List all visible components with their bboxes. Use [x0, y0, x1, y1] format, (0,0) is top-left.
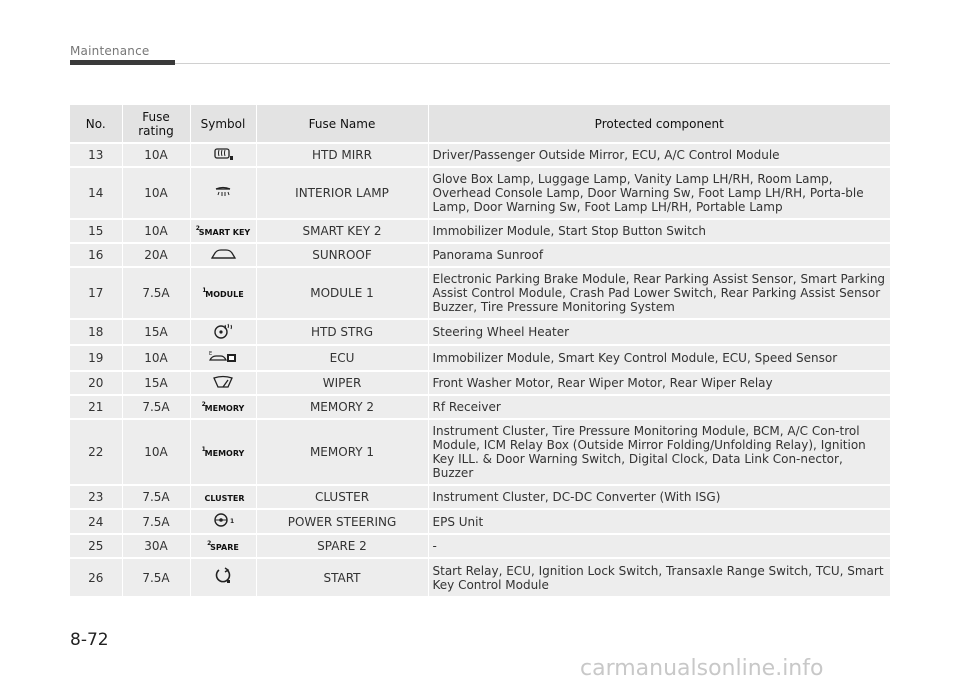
fuse-symbol: [190, 485, 256, 509]
symbol-label: SMART KEY: [198, 228, 251, 237]
fuse-symbol: [190, 419, 256, 485]
table-row: [70, 167, 890, 219]
protected-component: Rf Receiver: [428, 395, 890, 419]
page-number: 8-72: [70, 630, 109, 650]
fuse-symbol: [190, 143, 256, 167]
fuse-symbol: [190, 558, 256, 596]
table-row: [70, 509, 890, 534]
protected-component: Instrument Cluster, Tire Pressure Monitoring Module, BCM, A/C Con-trol Module, ICM Relay Box (Outside Mirror Folding/Unfolding Relay), Ignition Key ILL. & Door Warning Switch, Digital Clock, Data Link Con-nector, Buzzer: [428, 419, 890, 485]
fuse-number: 18: [70, 319, 122, 345]
sunroof-icon: [209, 247, 237, 264]
fuse-name: MEMORY 2: [256, 395, 428, 419]
table-row: [70, 143, 890, 167]
fuse-rating: 10A: [122, 345, 190, 371]
protected-component: Electronic Parking Brake Module, Rear Parking Assist Sensor, Smart Parking Assist Control Module, Crash Pad Lower Switch, Rear Parking Assist Sensor Buzzer, Tire Pressure Monitoring System: [428, 267, 890, 319]
protected-component: Start Relay, ECU, Ignition Lock Switch, Transaxle Range Switch, TCU, Smart Key Control Module: [428, 558, 890, 596]
table-row: [70, 371, 890, 395]
symbol-label: CLUSTER: [204, 494, 245, 503]
protected-component: -: [428, 534, 890, 558]
power-steering-icon: [211, 512, 235, 531]
protected-component: Glove Box Lamp, Luggage Lamp, Vanity Lamp LH/RH, Room Lamp, Overhead Console Lamp, Door Warning Sw, Foot Lamp LH/RH, Porta-ble Lamp, Door Warning Sw, Foot Lamp LH/RH, Portable Lamp: [428, 167, 890, 219]
interior-lamp-icon: [211, 185, 235, 202]
col-header-name: Fuse Name: [256, 105, 428, 143]
wiper-icon: [211, 375, 235, 392]
table-row: [70, 558, 890, 596]
fuse-symbol: [190, 267, 256, 319]
table-row: [70, 485, 890, 509]
heated-steering-icon: [212, 323, 234, 342]
fuse-number: 16: [70, 243, 122, 267]
fuse-rating: 7.5A: [122, 485, 190, 509]
heated-mirror-icon: [212, 147, 234, 164]
fuse-symbol: [190, 345, 256, 371]
section-title: Maintenance: [70, 44, 150, 58]
fuse-rating: 10A: [122, 167, 190, 219]
fuse-name: SUNROOF: [256, 243, 428, 267]
fuse-rating: 15A: [122, 371, 190, 395]
fuse-number: 26: [70, 558, 122, 596]
fuse-number: 22: [70, 419, 122, 485]
fuse-rating: 10A: [122, 219, 190, 243]
symbol-label: MEMORY: [204, 449, 245, 458]
fuse-number: 21: [70, 395, 122, 419]
fuse-symbol: [190, 534, 256, 558]
start-icon: [212, 567, 234, 588]
col-header-symbol: Symbol: [190, 105, 256, 143]
protected-component: Front Washer Motor, Rear Wiper Motor, Rear Wiper Relay: [428, 371, 890, 395]
col-header-rating: Fuse rating: [122, 105, 190, 143]
header-rule: [70, 60, 890, 65]
table-row: [70, 319, 890, 345]
fuse-symbol: [190, 371, 256, 395]
fuse-rating: 20A: [122, 243, 190, 267]
fuse-name: MODULE 1: [256, 267, 428, 319]
fuse-number: 20: [70, 371, 122, 395]
fuse-number: 25: [70, 534, 122, 558]
fuse-number: 24: [70, 509, 122, 534]
protected-component: Steering Wheel Heater: [428, 319, 890, 345]
protected-component: Immobilizer Module, Start Stop Button Switch: [428, 219, 890, 243]
fuse-table: [70, 105, 890, 596]
protected-component: EPS Unit: [428, 509, 890, 534]
fuse-number: 15: [70, 219, 122, 243]
fuse-name: INTERIOR LAMP: [256, 167, 428, 219]
symbol-label: SPARE: [210, 543, 239, 552]
table-row: [70, 267, 890, 319]
protected-component: Driver/Passenger Outside Mirror, ECU, A/C Control Module: [428, 143, 890, 167]
protected-component: Immobilizer Module, Smart Key Control Module, ECU, Speed Sensor: [428, 345, 890, 371]
fuse-name: START: [256, 558, 428, 596]
spare-label-icon: [207, 537, 239, 555]
fuse-rating: 7.5A: [122, 395, 190, 419]
col-header-no: No.: [70, 105, 122, 143]
fuse-name: WIPER: [256, 371, 428, 395]
svg-text:1: 1: [230, 518, 235, 525]
fuse-name: SPARE 2: [256, 534, 428, 558]
page-header: [70, 44, 149, 58]
protected-component: Panorama Sunroof: [428, 243, 890, 267]
memory-label-icon: [202, 443, 245, 461]
fuse-rating: 10A: [122, 143, 190, 167]
symbol-superscript: 2: [207, 540, 212, 547]
fuse-symbol: [190, 319, 256, 345]
col-header-component: Protected component: [428, 105, 890, 143]
cluster-label-icon: [201, 488, 244, 506]
fuse-number: 13: [70, 143, 122, 167]
table-row: [70, 219, 890, 243]
protected-component: Instrument Cluster, DC-DC Converter (With ISG): [428, 485, 890, 509]
table-row: [70, 534, 890, 558]
table-row: [70, 243, 890, 267]
fuse-symbol: [190, 167, 256, 219]
memory-label-icon: [202, 398, 245, 416]
fuse-number: 17: [70, 267, 122, 319]
fuse-symbol: [190, 243, 256, 267]
smart-key-label-icon: [196, 222, 250, 240]
symbol-superscript: 1: [201, 446, 206, 453]
fuse-rating: 7.5A: [122, 558, 190, 596]
symbol-superscript: 2: [201, 401, 206, 408]
fuse-rating: 7.5A: [122, 509, 190, 534]
fuse-name: POWER STEERING: [256, 509, 428, 534]
fuse-name: SMART KEY 2: [256, 219, 428, 243]
fuse-symbol: [190, 509, 256, 534]
fuse-name: HTD MIRR: [256, 143, 428, 167]
symbol-label: MEMORY: [204, 404, 245, 413]
fuse-rating: 30A: [122, 534, 190, 558]
watermark: carmanualsonline.info: [580, 656, 824, 681]
svg-text:E: E: [209, 350, 213, 357]
fuse-name: ECU: [256, 345, 428, 371]
fuse-name: HTD STRG: [256, 319, 428, 345]
table-row: [70, 345, 890, 371]
table-row: [70, 419, 890, 485]
fuse-name: CLUSTER: [256, 485, 428, 509]
fuse-number: 19: [70, 345, 122, 371]
symbol-superscript: 2: [195, 225, 200, 232]
fuse-number: 14: [70, 167, 122, 219]
fuse-rating: 7.5A: [122, 267, 190, 319]
fuse-number: 23: [70, 485, 122, 509]
table-header-row: [70, 105, 890, 143]
fuse-name: MEMORY 1: [256, 419, 428, 485]
symbol-label: MODULE: [205, 290, 244, 299]
fuse-symbol: [190, 395, 256, 419]
fuse-symbol: [190, 219, 256, 243]
symbol-superscript: 1: [202, 287, 207, 294]
module-label-icon: [202, 284, 243, 302]
fuse-rating: 10A: [122, 419, 190, 485]
ecu-icon: [208, 350, 238, 367]
table-row: [70, 395, 890, 419]
fuse-rating: 15A: [122, 319, 190, 345]
